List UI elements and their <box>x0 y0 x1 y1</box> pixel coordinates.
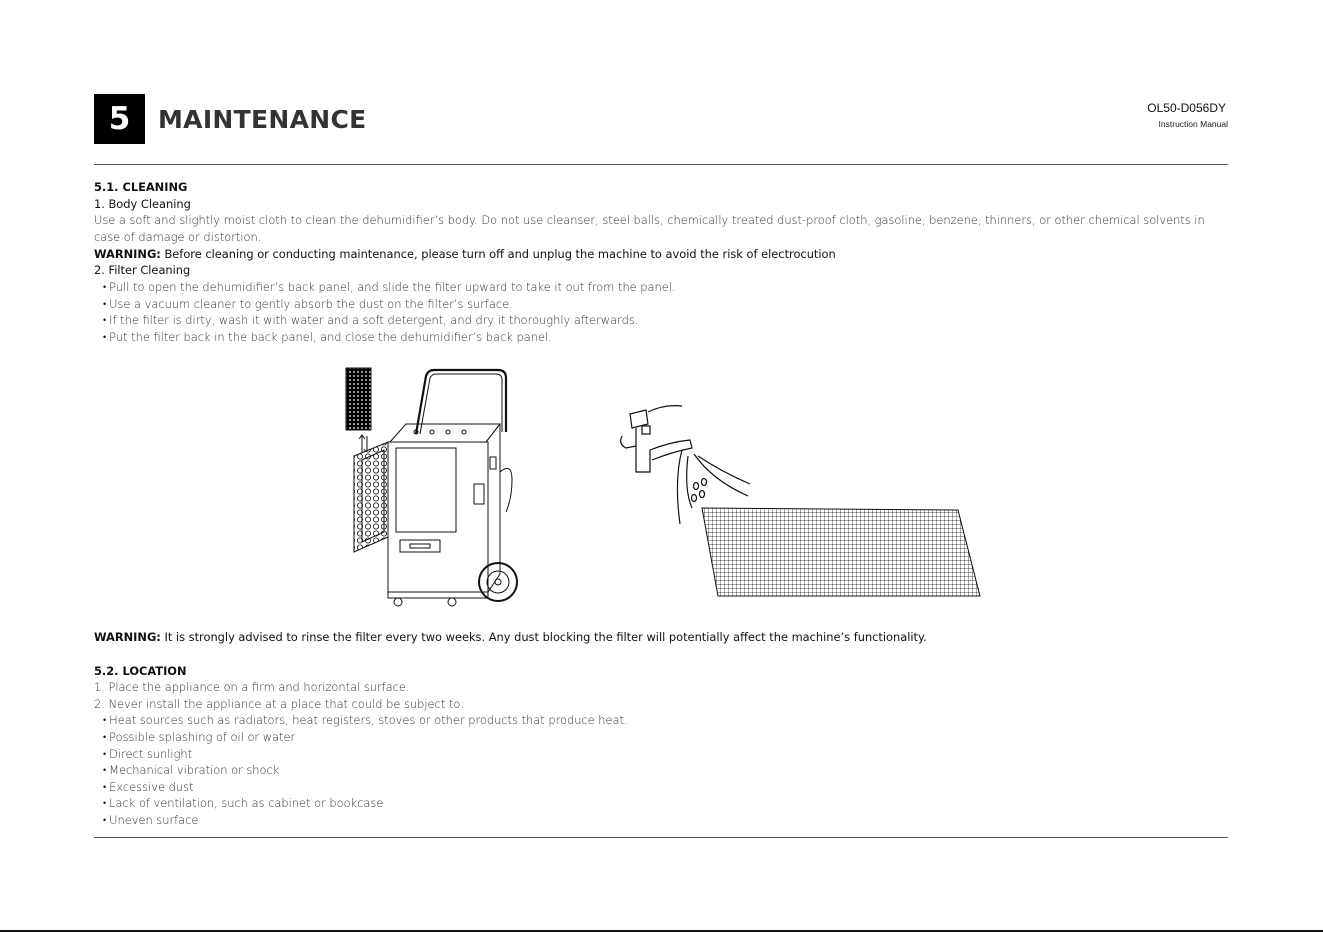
footer-divider <box>94 837 1228 838</box>
section-heading-location: 5.2. LOCATION <box>94 664 187 678</box>
chapter-number-box <box>94 94 145 144</box>
list-item: • Put the filter back in the back panel, and close the dehumidifier’s back panel. <box>103 330 552 344</box>
warning-text: Before cleaning or conducting maintenance, please turn off and unplug the machine to avoid the risk of electrocution <box>160 247 836 261</box>
chapter-title: MAINTENANCE <box>158 105 367 134</box>
header-divider <box>94 164 1228 165</box>
list-item: • Pull to open the dehumidifier’s back panel, and slide the filter upward to take it out from the panel. <box>103 280 676 294</box>
bullet-icon: • <box>103 733 107 743</box>
bullet-icon: • <box>103 333 107 343</box>
list-item: • If the filter is dirty, wash it with water and a soft detergent, and dry it thoroughly afterwards. <box>103 313 639 327</box>
document-type: Instruction Manual <box>1158 119 1228 129</box>
list-item: • Excessive dust <box>103 780 194 794</box>
bullet-icon: • <box>103 799 107 809</box>
bullet-icon: • <box>103 783 107 793</box>
location-item-2: 2. Never install the appliance at a place that could be subject to: <box>94 697 465 711</box>
body-cleaning-text-1: Use a soft and slightly moist cloth to clean the dehumidifier’s body. Do not use cleanser, steel balls, chemically treated dust-proof cloth, gasoline, benzene, thinners, or other chemical solvents in <box>94 213 1205 227</box>
bullet-icon: • <box>103 316 107 326</box>
warning-label: WARNING: <box>94 630 161 644</box>
rinse-warning <box>94 629 927 645</box>
bullet-icon: • <box>103 300 107 310</box>
body-cleaning-title: 1. Body Cleaning <box>94 197 191 211</box>
body-cleaning-text-2: case of damage or distortion. <box>94 230 262 244</box>
faucet-rinse-illustration <box>612 400 988 600</box>
chapter-number: 5 <box>108 101 131 137</box>
dehumidifier-illustration <box>340 362 530 612</box>
bullet-icon: • <box>103 716 107 726</box>
warning-text: It is strongly advised to rinse the filter every two weeks. Any dust blocking the filter will potentially affect the machine’s functionality. <box>160 630 927 644</box>
filter-cleaning-title: 2. Filter Cleaning <box>94 263 191 277</box>
list-item: • Heat sources such as radiators, heat registers, stoves or other products that produce heat. <box>103 713 628 727</box>
list-item: • Direct sunlight <box>103 747 193 761</box>
electrocution-warning <box>94 246 836 262</box>
list-item: • Mechanical vibration or shock <box>103 763 280 777</box>
section-heading-cleaning: 5.1. CLEANING <box>94 180 188 194</box>
warning-label: WARNING: <box>94 247 161 261</box>
bullet-icon: • <box>103 816 107 826</box>
list-item: • Uneven surface <box>103 813 199 827</box>
bullet-icon: • <box>103 750 107 760</box>
model-number: OL50-D056DY <box>1147 101 1226 115</box>
bullet-icon: • <box>103 283 107 293</box>
list-item: • Lack of ventilation, such as cabinet or bookcase <box>103 796 384 810</box>
list-item: • Use a vacuum cleaner to gently absorb the dust on the filter’s surface. <box>103 297 513 311</box>
bullet-icon: • <box>103 766 107 776</box>
list-item: • Possible splashing of oil or water <box>103 730 296 744</box>
location-item-1: 1. Place the appliance on a firm and horizontal surface. <box>94 680 410 694</box>
